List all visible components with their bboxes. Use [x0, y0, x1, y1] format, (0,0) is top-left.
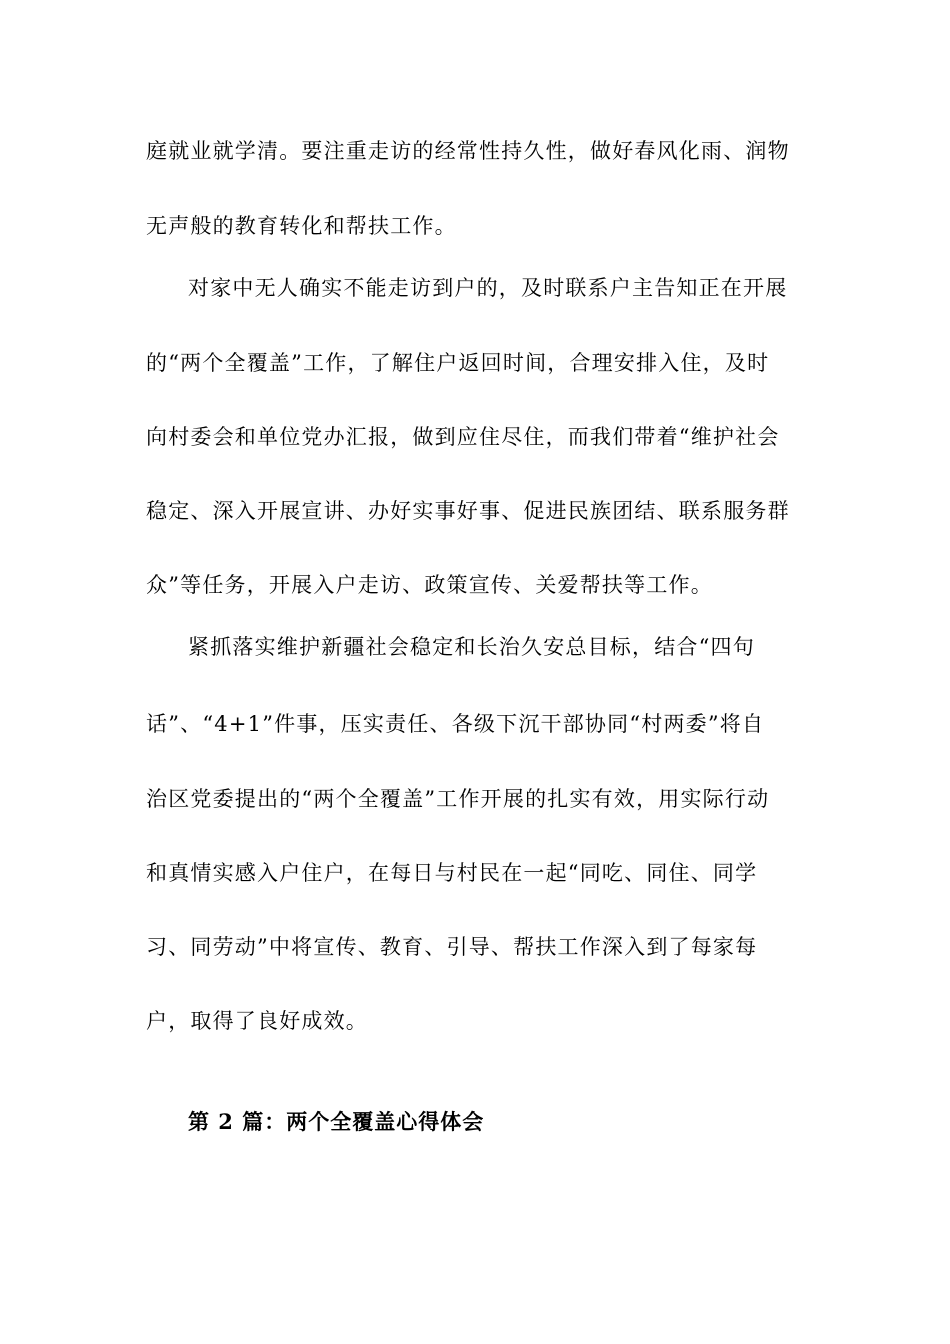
- paragraph-1-line-1: 庭就业就学清。要注重走访的经常性持久性，做好春风化雨、润物: [146, 139, 790, 163]
- paragraph-2-line-3: 向村委会和单位党办汇报，做到应住尽住，而我们带着“维护社会: [146, 425, 780, 449]
- paragraph-3-line-3: 治区党委提出的“两个全覆盖”工作开展的扎实有效，用实际行动: [146, 787, 770, 811]
- paragraph-2-line-2: 的“两个全覆盖”工作，了解住户返回时间，合理安排入住，及时: [146, 351, 770, 375]
- paragraph-1-line-2: 无声般的教育转化和帮扶工作。: [146, 214, 457, 238]
- paragraph-3-line-6: 户，取得了良好成效。: [146, 1009, 368, 1033]
- paragraph-3-line-4: 和真情实感入户住户，在每日与村民在一起“同吃、同住、同学: [146, 861, 758, 885]
- paragraph-3-line-2: 话”、“4+1”件事，压实责任、各级下沉干部协同“村两委”将自: [146, 712, 765, 736]
- paragraph-3-line-5: 习、同劳动”中将宣传、教育、引导、帮扶工作深入到了每家每: [146, 935, 758, 959]
- paragraph-3-line-1: 紧抓落实维护新疆社会稳定和长治久安总目标，结合“四句: [188, 635, 755, 659]
- paragraph-2-line-4: 稳定、深入开展宣讲、办好实事好事、促进民族团结、联系服务群: [146, 499, 790, 523]
- paragraph-2-line-1: 对家中无人确实不能走访到户的，及时联系户主告知正在开展: [188, 276, 788, 300]
- section-heading: 第 2 篇：两个全覆盖心得体会: [188, 1109, 485, 1134]
- paragraph-2-line-5: 众”等任务，开展入户走访、政策宣传、关爱帮扶等工作。: [146, 573, 713, 597]
